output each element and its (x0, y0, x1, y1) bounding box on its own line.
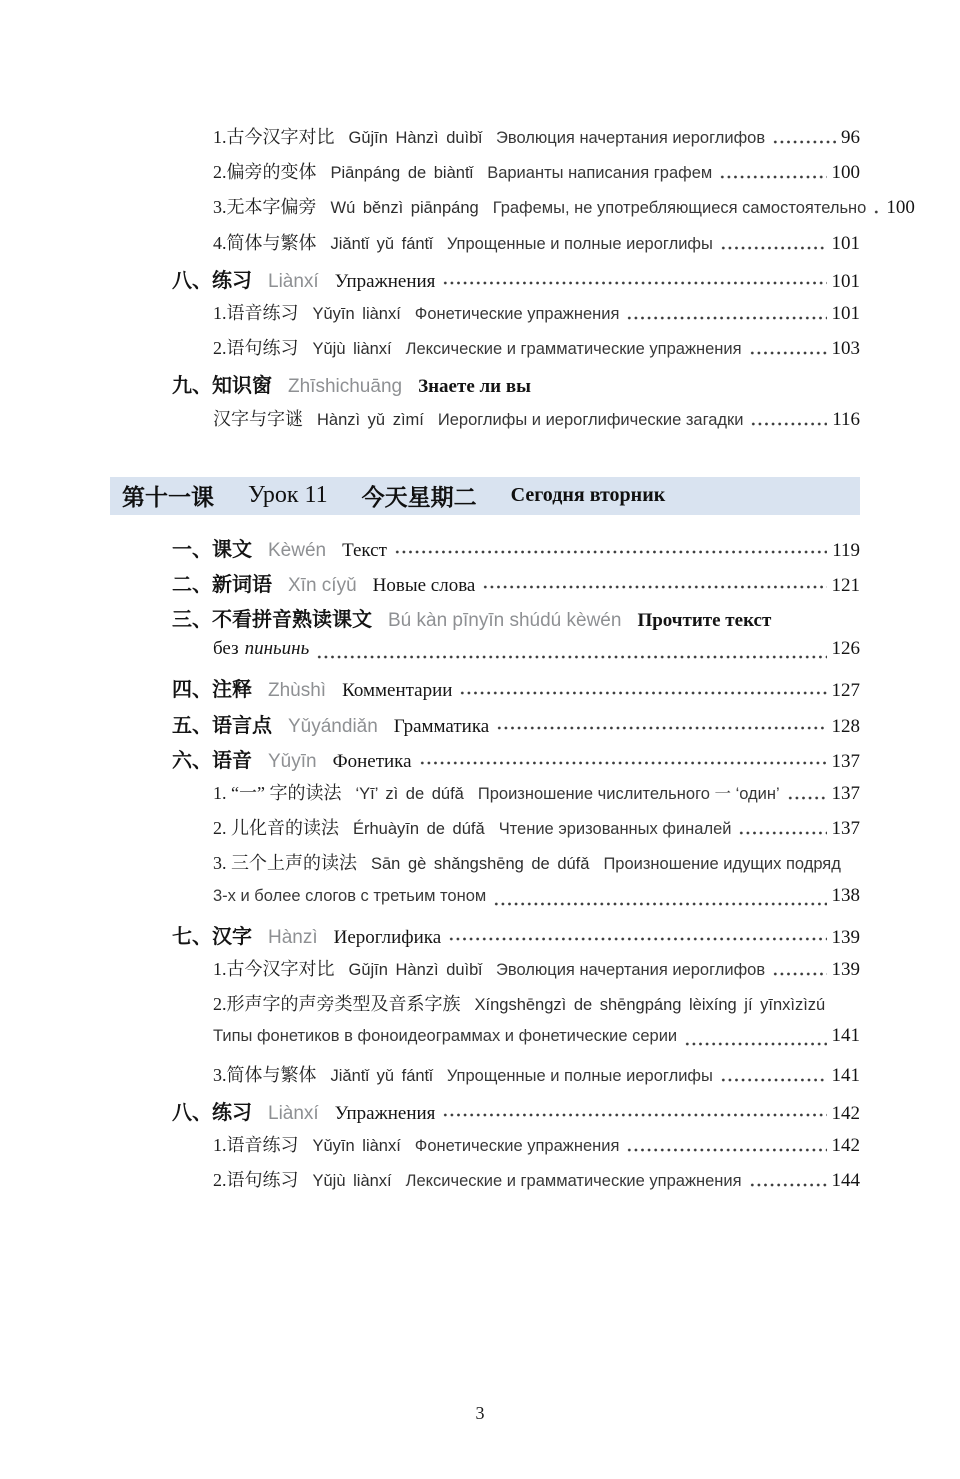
zh-label: 2. 儿化音的读法 (213, 818, 339, 839)
zh-label: 七、汉字 (172, 925, 252, 948)
toc-row (172, 299, 860, 334)
zh-label: 三、不看拼音熟读课文 (172, 609, 372, 632)
ru-label: Иероглифы и иероглифические загадки (437, 410, 744, 429)
dot-leader (772, 968, 826, 977)
toc-row (172, 744, 860, 779)
pinyin-label: Xīn cíyǔ (288, 574, 357, 596)
pinyin-label: Gǔjīn Hànzì duìbǐ (348, 960, 482, 979)
toc-row (172, 1061, 860, 1096)
pinyin-label: Érhuàyīn de dúfǎ (353, 820, 485, 839)
pinyin-label: Sān gè shǎngshēng de dúfǎ (371, 855, 590, 874)
dot-leader (482, 581, 826, 590)
zh-label: 四、注释 (172, 679, 252, 702)
pinyin-label: Yǔyīn (268, 750, 317, 772)
toc-row (172, 1166, 860, 1201)
page-ref: 142 (831, 1102, 860, 1124)
lesson-title-ru: Урок 11 (248, 482, 328, 509)
ru-label: Лексические и грамматические упражнения (405, 340, 742, 359)
toc-row (172, 603, 860, 638)
dot-leader (719, 171, 826, 180)
ru-label: Упражнения (334, 1102, 436, 1124)
dot-leader (720, 242, 827, 251)
pinyin-label: Liànxí (268, 270, 319, 292)
toc-row (172, 955, 860, 990)
page-ref: 127 (831, 680, 860, 702)
toc-row-continuation (172, 1025, 860, 1060)
zh-label: 八、练习 (172, 1101, 252, 1124)
lesson-band (110, 477, 860, 515)
ru-label: Прочтите текст (637, 610, 772, 632)
toc-row (172, 779, 860, 814)
zh-label: 1.语音练习 (213, 302, 299, 323)
ru-label: Упрощенные и полные иероглифы (446, 234, 713, 253)
zh-label: 2.形声字的声旁类型及音系字族 (213, 994, 461, 1015)
ru-label: Типы фонетиков в фоноидеограммах и фонетические серии (213, 1027, 678, 1046)
ru-label: Лексические и грамматические упражнения (405, 1172, 742, 1191)
ru-label: Варианты написания графем (487, 164, 713, 183)
ru-label: Комментарии (342, 680, 453, 702)
dot-leader (787, 792, 827, 801)
dot-leader (738, 827, 826, 836)
ru-label: Грамматика (393, 715, 490, 737)
ru-label: Текст (342, 539, 387, 561)
zh-label: 汉字与字谜 (213, 408, 303, 429)
ru-label: Фонетические упражнения (414, 304, 620, 323)
page-ref: 116 (832, 408, 860, 430)
toc-row (172, 533, 860, 568)
page-ref: 100 (886, 197, 915, 219)
pinyin-label: Wú běnzì piānpáng (330, 199, 479, 218)
toc-row (172, 673, 860, 708)
ru-label: Произношение числительного 一 ‘один’ (477, 785, 780, 803)
pinyin-label: Yǔjù liànxí (312, 1172, 392, 1191)
pinyin-label: Zhīshichuāng (288, 376, 403, 398)
lesson-subtitle-zh: 今天星期二 (361, 484, 477, 511)
dot-leader (442, 1109, 826, 1118)
ru-label: Графемы, не употребляющиеся самостоятельно (492, 199, 867, 218)
page-ref: 119 (832, 539, 860, 561)
lesson-subtitle-ru: Сегодня вторник (510, 484, 666, 507)
zh-label: 六、语音 (172, 749, 252, 772)
zh-label: 一、课文 (172, 538, 252, 561)
dot-leader (749, 347, 827, 356)
pinyin-label: Hànzì yǔ zìmí (317, 410, 424, 429)
ru-label: Знаете ли вы (418, 376, 531, 398)
dot-leader (459, 687, 826, 696)
ru-label: без (213, 638, 239, 660)
page-ref: 121 (831, 574, 860, 596)
toc-row (172, 849, 860, 884)
ru-label: Эволюция начертания иероглифов (496, 960, 766, 979)
page-ref: 103 (831, 338, 860, 360)
toc-row (172, 709, 860, 744)
zh-label: 五、语言点 (172, 714, 272, 737)
ru-label: Упражнения (334, 270, 436, 292)
zh-label: 1.古今汉字对比 (213, 958, 335, 979)
table-of-contents (122, 123, 915, 1201)
toc-row (172, 123, 860, 158)
zh-label: 二、新词语 (172, 573, 272, 596)
pinyin-label: Yǔyándiǎn (288, 715, 378, 737)
dot-leader (750, 418, 827, 427)
page-number: 3 (475, 1403, 485, 1423)
zh-label: 1. “一” 字的读法 (213, 783, 342, 803)
dot-leader (684, 1038, 826, 1047)
ru-label: Фонетические упражнения (414, 1136, 620, 1155)
dot-leader (394, 546, 827, 555)
toc-row (172, 229, 860, 264)
ru-label: Иероглифика (333, 926, 442, 948)
ru-label: Эволюция начертания иероглифов (496, 129, 766, 147)
page-ref: 101 (831, 232, 860, 254)
page-ref: 144 (831, 1170, 860, 1192)
pinyin-label: Yǔyīn liànxí (312, 1136, 401, 1155)
ru-label: Новые слова (372, 574, 476, 596)
zh-label: 2.语句练习 (213, 1170, 299, 1191)
zh-label: 九、知识窗 (172, 375, 272, 398)
toc-row (172, 158, 860, 193)
toc-row (172, 814, 860, 849)
ru-label: Произношение идущих подряд (603, 855, 841, 874)
page-ref: 128 (831, 715, 860, 737)
pinyin-label: Bú kàn pīnyīn shúdú kèwén (388, 610, 622, 632)
toc-row (172, 369, 860, 404)
ru-label: Чтение эризованных финалей (498, 820, 732, 839)
pinyin-label: Yǔyīn liànxí (312, 304, 401, 323)
dot-leader (749, 1179, 827, 1188)
toc-row-continuation (172, 638, 860, 673)
page-ref: 96 (841, 127, 860, 148)
zh-label: 1.语音练习 (213, 1134, 299, 1155)
page-ref: 126 (831, 638, 860, 660)
pinyin-label: Piānpáng de biàntǐ (330, 164, 474, 183)
dot-leader (493, 898, 826, 907)
ru-label: Упрощенные и полные иероглифы (446, 1066, 713, 1085)
dot-leader (626, 1144, 826, 1153)
zh-label: 3.无本字偏旁 (213, 197, 317, 218)
toc-row (172, 334, 860, 369)
dot-leader (873, 206, 881, 215)
dot-leader (720, 1074, 827, 1083)
toc-row (172, 1131, 860, 1166)
pinyin-label: Jiǎntǐ yǔ fántǐ (330, 1066, 433, 1085)
lesson-title-zh: 第十一课 (122, 484, 214, 511)
toc-row (172, 264, 860, 299)
dot-leader (448, 933, 826, 942)
toc-row-continuation (172, 885, 860, 920)
zh-label: 4.简体与繁体 (213, 232, 317, 253)
zh-label: 2.语句练习 (213, 338, 299, 359)
page-ref: 141 (831, 1025, 860, 1047)
zh-label: 3. 三个上声的读法 (213, 853, 357, 874)
toc-row (172, 405, 860, 440)
page-ref: 101 (831, 270, 860, 292)
dot-leader (626, 312, 826, 321)
zh-label: 2.偏旁的变体 (213, 162, 317, 183)
page-ref: 137 (831, 750, 860, 772)
toc-row (172, 193, 915, 228)
page-ref: 100 (831, 162, 860, 184)
dot-leader (419, 757, 827, 766)
pinyin-label: Gǔjīn Hànzì duìbǐ (348, 129, 482, 147)
zh-label: 八、练习 (172, 269, 252, 292)
zh-label: 1.古今汉字对比 (213, 127, 335, 147)
page-ref: 141 (831, 1064, 860, 1086)
page-ref: 139 (831, 958, 860, 980)
page-ref: 137 (831, 818, 860, 840)
toc-row (172, 990, 860, 1025)
page-ref: 139 (831, 926, 860, 948)
page-ref: 142 (831, 1134, 860, 1156)
dot-leader (442, 277, 826, 286)
toc-row (172, 568, 860, 603)
page-ref: 101 (831, 302, 860, 324)
dot-leader (496, 722, 826, 731)
pinyin-label: ‘Yī’ zì de dúfǎ (355, 785, 464, 803)
page-ref: 137 (831, 783, 860, 804)
ru-label-italic: пиньинь (244, 638, 310, 660)
ru-label: Фонетика (332, 750, 412, 772)
pinyin-label: Hànzì (268, 926, 318, 948)
toc-row (172, 1096, 860, 1131)
dot-leader (772, 136, 836, 145)
pinyin-label: Xíngshēngzì de shēngpáng lèixíng jí yīnxìzìzú (474, 996, 826, 1015)
pinyin-label: Liànxí (268, 1102, 319, 1124)
zh-label: 3.简体与繁体 (213, 1064, 317, 1085)
pinyin-label: Jiǎntǐ yǔ fántǐ (330, 234, 433, 253)
pinyin-label: Kèwén (268, 539, 327, 561)
toc-row (172, 920, 860, 955)
page-ref: 138 (831, 884, 860, 906)
pinyin-label: Zhùshì (268, 680, 327, 702)
pinyin-label: Yǔjù liànxí (312, 340, 392, 359)
ru-label: 3-х и более слогов с третьим тоном (213, 886, 487, 905)
dot-leader (316, 651, 826, 660)
